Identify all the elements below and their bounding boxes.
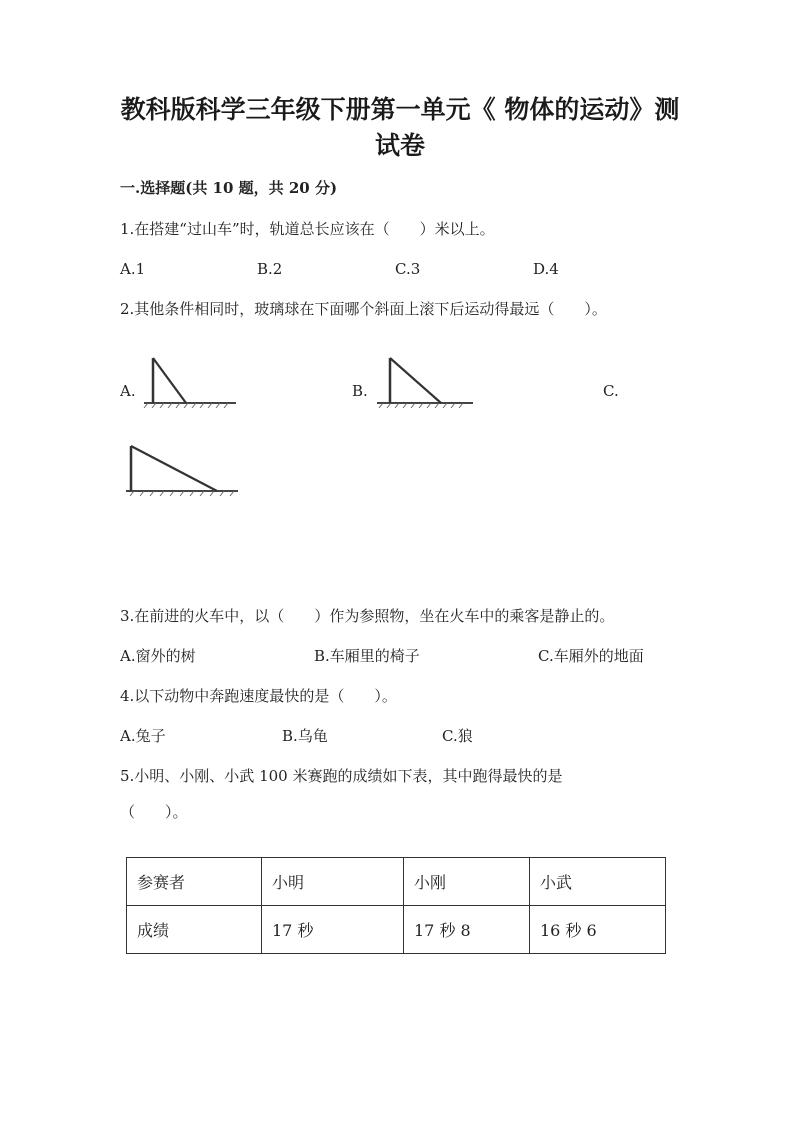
question-5-blank: （ ）。 [120,803,188,821]
q3-option-b[interactable]: B.车厢里的椅子 [314,647,420,665]
question-2-text: 2.其他条件相同时，玻璃球在下面哪个斜面上滚下后运动得最远（ ）。 [120,300,607,318]
table-cell: 16 秒 6 [530,906,666,954]
title-line-1: 教科版科学三年级下册第一单元《 物体的运动》测 [120,95,680,124]
question-3-text: 3.在前进的火车中，以（ ）作为参照物，坐在火车中的乘客是静止的。 [120,607,615,625]
section-heading: 一.选择题(共 10 题，共 20 分) [120,179,338,197]
table-header-row [127,858,666,906]
table-cell: 成绩 [127,906,262,954]
question-1-text: 1.在搭建“过山车”时，轨道总长应该在（ ）米以上。 [120,220,495,238]
q1-option-d[interactable]: D.4 [533,260,559,278]
table-cell: 参赛者 [127,858,262,906]
table-row [127,906,666,954]
question-4-text: 4.以下动物中奔跑速度最快的是（ ）。 [120,687,397,705]
q2-option-c[interactable]: C. [603,382,619,400]
slope-figure-c [120,440,240,500]
table-cell: 17 秒 8 [404,906,530,954]
q4-option-a[interactable]: A.兔子 [120,727,166,745]
title-line-2: 试卷 [374,131,425,160]
question-5-text: 5.小明、小刚、小武 100 米赛跑的成绩如下表，其中跑得最快的是 [120,767,563,785]
document-title [100,92,700,164]
slope-figure-a [140,350,240,410]
slope-figure-b [375,350,475,410]
table-cell: 小刚 [404,858,530,906]
q3-option-a[interactable]: A.窗外的树 [120,647,196,665]
q1-option-b[interactable]: B.2 [257,260,283,278]
table-cell: 17 秒 [262,906,404,954]
table-cell: 小明 [262,858,404,906]
q4-option-b[interactable]: B.乌龟 [282,727,328,745]
q2-option-b[interactable]: B. [352,382,368,400]
q1-option-a[interactable]: A.1 [120,260,146,278]
table-cell: 小武 [530,858,666,906]
q2-option-a[interactable]: A. [120,382,136,400]
q3-option-c[interactable]: C.车厢外的地面 [538,647,644,665]
results-table [126,857,666,954]
q4-option-c[interactable]: C.狼 [442,727,473,745]
q1-option-c[interactable]: C.3 [395,260,421,278]
